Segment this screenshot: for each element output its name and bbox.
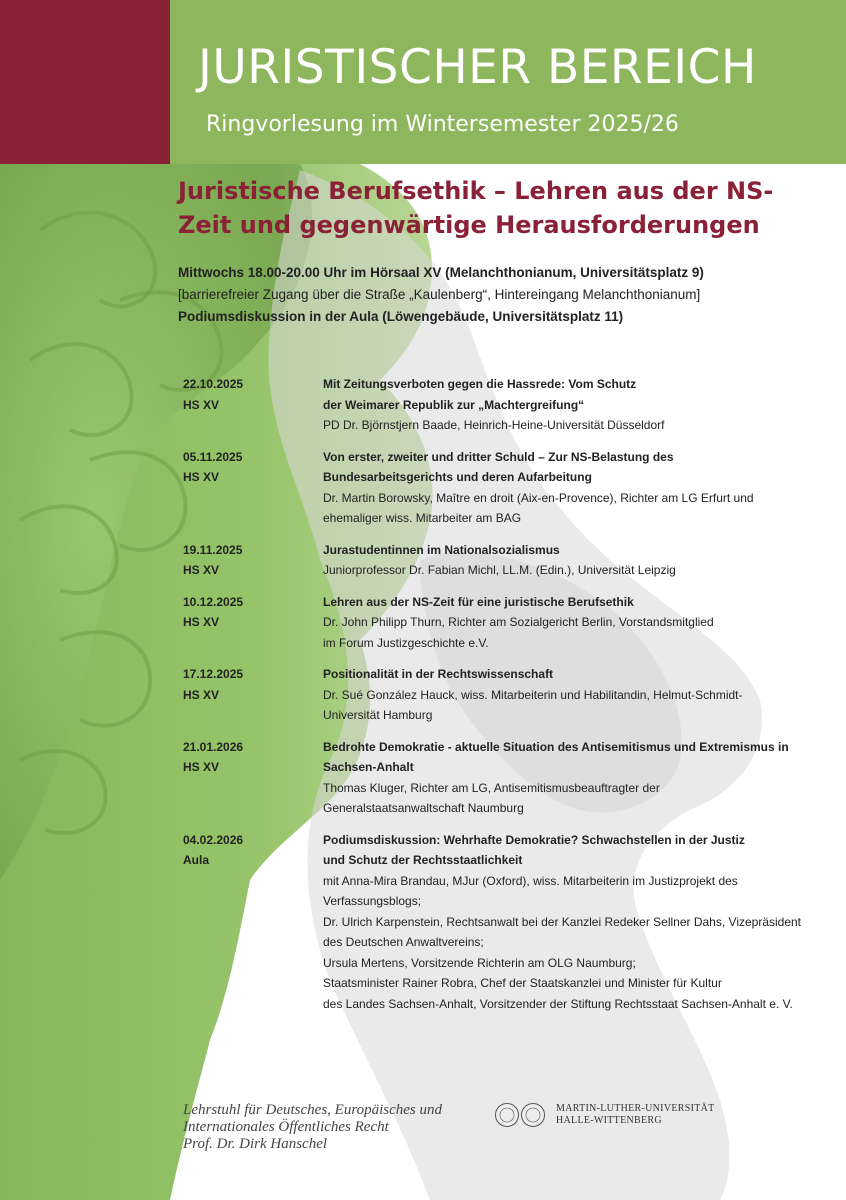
speaker-line: des Deutschen Anwaltvereins; — [323, 935, 484, 949]
entry-body — [323, 374, 823, 436]
entry-meta — [183, 830, 313, 871]
entry-meta — [183, 447, 313, 488]
entry-meta — [183, 374, 313, 415]
chair-line: Lehrstuhl für Deutsches, Europäisches und — [183, 1102, 443, 1118]
time-location-line: Mittwochs 18.00-20.00 Uhr im Hörsaal XV (Melanchthonianum, Universitätsplatz 9) — [178, 265, 704, 280]
speaker-line: Universität Hamburg — [323, 708, 433, 722]
schedule-entry — [183, 737, 823, 819]
entry-body — [323, 447, 823, 529]
entry-room: HS XV — [183, 615, 220, 629]
entry-date: 22.10.2025 — [183, 377, 244, 391]
entry-room: HS XV — [183, 760, 220, 774]
schedule-entry — [183, 374, 823, 436]
university-name — [556, 1103, 715, 1127]
schedule-entry — [183, 447, 823, 529]
lecture-title-line: und Schutz der Rechtsstaatlichkeit — [323, 853, 523, 867]
lecture-title-line: Mit Zeitungsverboten gegen die Hassrede: Vom Schutz — [323, 377, 637, 391]
lecture-title-line: Von erster, zweiter und dritter Schuld – Zur NS-Belastung des — [323, 449, 674, 464]
schedule-entry — [183, 830, 823, 1015]
entry-room: HS XV — [183, 563, 220, 577]
lecture-title-line: der Weimarer Republik zur „Machtergreifung“ — [323, 397, 585, 412]
speaker-line: Verfassungsblogs; — [323, 894, 422, 908]
speaker-line: ehemaliger wiss. Mitarbeiter am BAG — [323, 511, 522, 525]
speaker-line: Staatsminister Rainer Robra, Chef der Staatskanzlei und Minister für Kultur — [323, 976, 722, 990]
lecture-series-title: Juristische Berufsethik – Lehren aus der NS-Zeit und gegenwärtige Herausforderungen — [178, 177, 774, 239]
schedule-entry — [183, 540, 823, 581]
entry-room: Aula — [183, 853, 210, 867]
entry-meta — [183, 540, 313, 581]
entry-room: HS XV — [183, 470, 220, 484]
speaker-line: Generalstaatsanwaltschaft Naumburg — [323, 801, 524, 815]
chair-line: Internationales Öffentliches Recht — [183, 1119, 389, 1135]
university-logo — [494, 1102, 715, 1128]
entry-body — [323, 664, 823, 726]
entry-date: 04.02.2026 — [183, 832, 244, 847]
speaker-line: Dr. John Philipp Thurn, Richter am Sozialgericht Berlin, Vorstandsmitglied — [323, 615, 714, 629]
university-name-line: HALLE-WITTENBERG — [556, 1115, 662, 1126]
lecture-title-line: Bundesarbeitsgerichts und deren Aufarbeitung — [323, 470, 592, 484]
speaker-line: des Landes Sachsen-Anhalt, Vorsitzender der Stiftung Rechtsstaat Sachsen-Anhalt e. V. — [323, 996, 793, 1011]
subtitle: Ringvorlesung im Wintersemester 2025/26 — [206, 112, 679, 137]
schedule-entry — [183, 664, 823, 726]
university-name-line: MARTIN-LUTHER-UNIVERSITÄT — [556, 1103, 715, 1114]
entry-body — [323, 830, 823, 1015]
main-title: JURISTISCHER BEREICH — [198, 40, 757, 95]
entry-date: 05.11.2025 — [183, 449, 243, 464]
lecture-title-line: Lehren aus der NS-Zeit für eine juristische Berufsethik — [323, 594, 634, 609]
entry-date: 21.01.2026 — [183, 739, 244, 754]
entry-date: 19.11.2025 — [183, 542, 243, 557]
entry-date: 10.12.2025 — [183, 594, 244, 609]
accessibility-note: [barrierefreier Zugang über die Straße „Kaulenberg“, Hintereingang Melanchthonianum] — [178, 287, 701, 302]
panel-location-line: Podiumsdiskussion in der Aula (Löwengebäude, Universitätsplatz 11) — [178, 309, 624, 324]
lecture-title-line: Sachsen-Anhalt — [323, 760, 414, 774]
entry-body — [323, 737, 823, 819]
speaker-line: Dr. Ulrich Karpenstein, Rechtsanwalt bei der Kanzlei Redeker Sellner Dahs, Vizepräsident — [323, 914, 802, 929]
entry-date: 17.12.2025 — [183, 667, 244, 681]
chair-info — [183, 1102, 442, 1153]
entry-meta — [183, 737, 313, 778]
lecture-title-line: Podiumsdiskussion: Wehrhafte Demokratie? Schwachstellen in der Justiz — [323, 832, 745, 847]
entry-body — [323, 592, 823, 654]
entry-body — [323, 540, 823, 581]
speaker-line: mit Anna-Mira Brandau, MJur (Oxford), wiss. Mitarbeiterin im Justizprojekt des — [323, 873, 738, 888]
speaker-line: Juniorprofessor Dr. Fabian Michl, LL.M. (Edin.), Universität Leipzig — [323, 563, 676, 577]
lecture-title-line: Jurastudentinnen im Nationalsozialismus — [323, 542, 560, 557]
speaker-line: Dr. Sué González Hauck, wiss. Mitarbeiterin und Habilitandin, Helmut-Schmidt- — [323, 687, 743, 702]
speaker-line: Thomas Kluger, Richter am LG, Antisemitismusbeauftragter der — [323, 780, 660, 795]
professor-name: Prof. Dr. Dirk Hanschel — [183, 1136, 328, 1152]
speaker-line: PD Dr. Björnstjern Baade, Heinrich-Heine-Universität Düsseldorf — [323, 418, 665, 432]
entry-meta — [183, 592, 313, 633]
schedule-entry — [183, 592, 823, 654]
lecture-title-line: Positionalität in der Rechtswissenschaft — [323, 667, 554, 681]
entry-room: HS XV — [183, 687, 220, 702]
university-seal-icon — [494, 1102, 546, 1128]
entry-room: HS XV — [183, 397, 220, 412]
speaker-line: Dr. Martin Borowsky, Maître en droit (Aix-en-Provence), Richter am LG Erfurt und — [323, 490, 754, 505]
lecture-title-line: Bedrohte Demokratie - aktuelle Situation des Antisemitismus und Extremismus in — [323, 739, 789, 754]
speaker-line: Ursula Mertens, Vorsitzende Richterin am OLG Naumburg; — [323, 955, 636, 970]
lecture-schedule — [183, 374, 823, 1025]
venue-info — [178, 262, 828, 328]
speaker-line: im Forum Justizgeschichte e.V. — [323, 635, 489, 650]
entry-meta — [183, 664, 313, 705]
